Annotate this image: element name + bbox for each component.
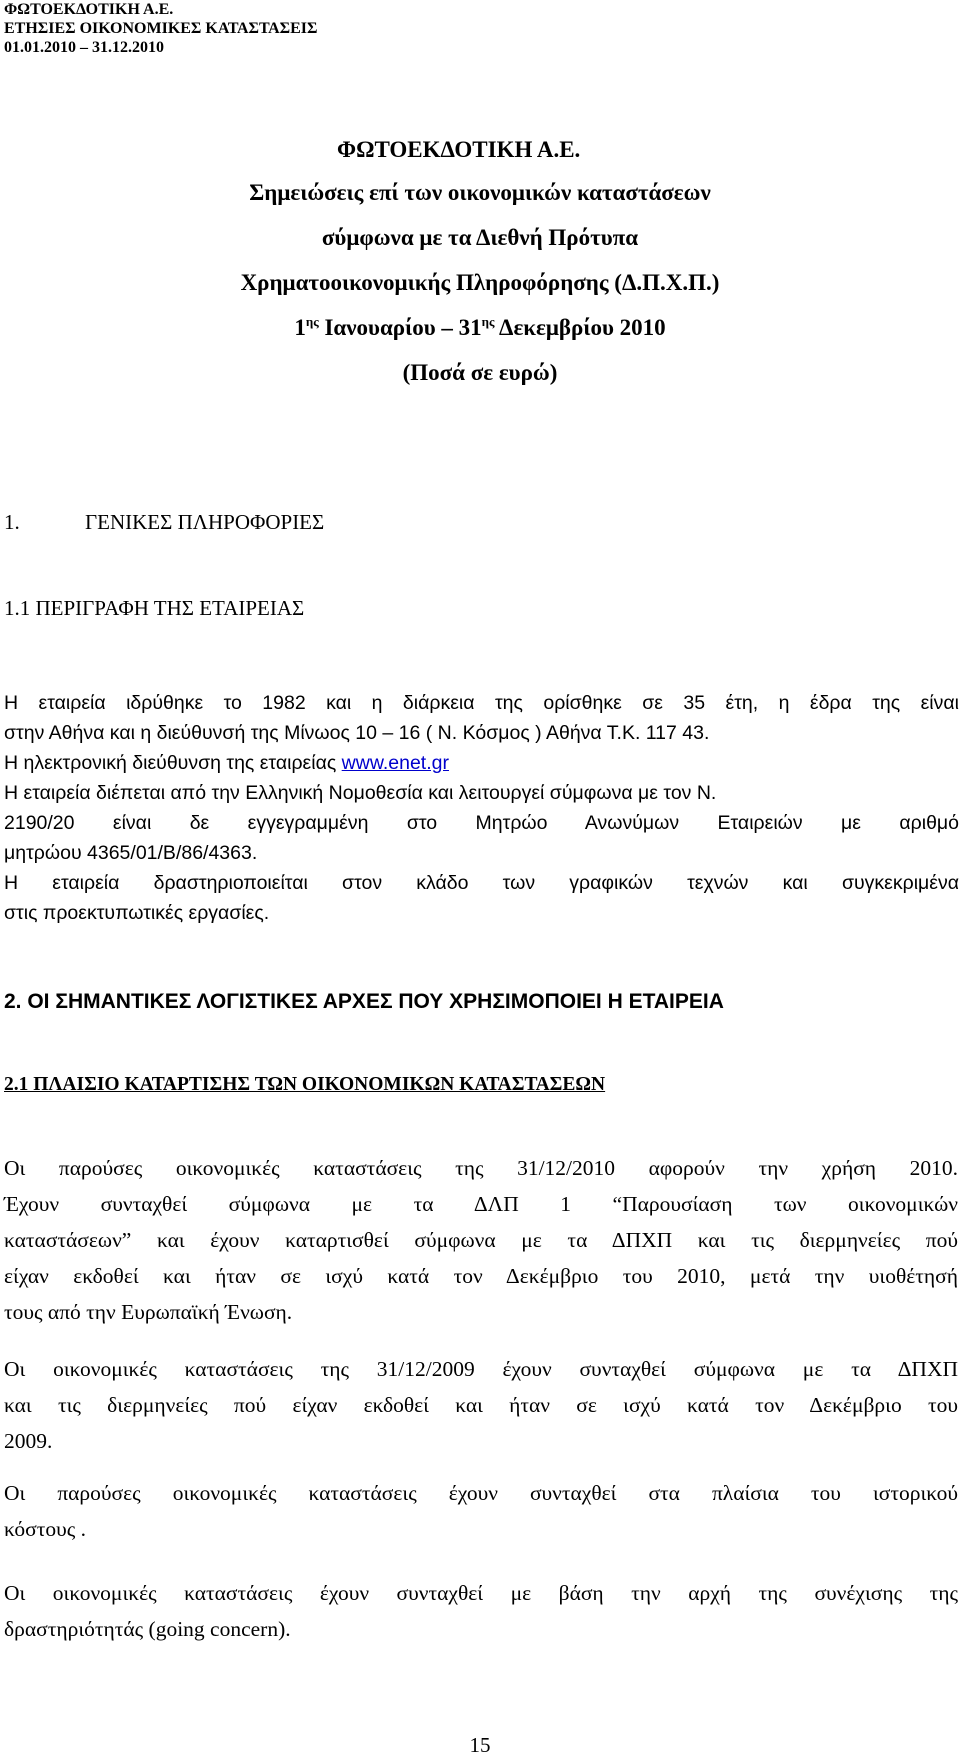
paragraph-line: στις προεκτυπωτικές εργασίες.	[4, 902, 270, 924]
paragraph-line: στην Αθήνα και η διεύθυνσή της Μίνωος 10 – 16 ( Ν. Κόσμος ) Αθήνα Τ.Κ. 117 43.	[4, 722, 710, 744]
title-line-4	[0, 304, 960, 352]
paragraph-line: δραστηριότητάς (going concern).	[4, 1617, 291, 1641]
paragraph-line: τους από την Ευρωπαϊκή Ένωση.	[4, 1300, 293, 1324]
paragraph-line: Η εταιρεία διέπεται από την Ελληνική Νομοθεσία και λειτουργεί σύμφωνα με τον Ν.	[4, 782, 717, 804]
running-header	[4, 0, 317, 57]
framework-paragraph-1	[4, 1150, 958, 1330]
title-line-2: σύμφωνα με τα Διεθνή Πρότυπα	[321, 225, 639, 250]
paragraph-line: και τις διερμηνείες πού είχαν εκδοθεί και ήταν σε ισχύ κατά τον Δεκέμβριο του	[4, 1393, 958, 1417]
company-website-link[interactable]: www.enet.gr	[341, 752, 449, 774]
section-2-heading: 2. ΟΙ ΣΗΜΑΝΤΙΚΕΣ ΛΟΓΙΣΤΙΚΕΣ ΑΡΧΕΣ ΠΟΥ ΧΡΗΣΙΜΟΠΟΙΕΙ Η ΕΤΑΙΡΕΙΑ	[4, 990, 724, 1013]
paragraph-line: 2190/20 είναι δε εγγεγραμμένη στο Μητρώο Ανωνύμων Εταιρειών με αριθμό	[4, 812, 959, 834]
company-description-paragraph	[4, 688, 959, 928]
header-company: ΦΩΤΟΕΚΔΟΤΙΚΗ Α.Ε.	[4, 1, 174, 18]
section-1-title: ΓΕΝΙΚΕΣ ΠΛΗΡΟΦΟΡΙΕΣ	[85, 510, 325, 534]
title-line-3: Χρηματοοικονομικής Πληροφόρησης (Δ.Π.Χ.Π.)	[240, 270, 720, 295]
title-line-4-c: Δεκεμβρίου 2010	[494, 315, 666, 340]
paragraph-line: Οι οικονομικές καταστάσεις της 31/12/2009 έχουν συνταχθεί σύμφωνα με τα ΔΠΧΠ	[4, 1357, 958, 1381]
superscript-2: ης	[481, 314, 495, 329]
framework-paragraph-2	[4, 1351, 958, 1459]
title-company: ΦΩΤΟΕΚΔΟΤΙΚΗ Α.Ε.	[337, 137, 581, 162]
paragraph-line: Οι οικονομικές καταστάσεις έχουν συνταχθεί με βάση την αρχή της συνέχισης της	[4, 1581, 958, 1605]
header-period: 01.01.2010 – 31.12.2010	[4, 39, 164, 56]
title-line-5: (Ποσά σε ευρώ)	[402, 360, 558, 385]
paragraph-line	[4, 748, 959, 778]
paragraph-line: Οι παρούσες οικονομικές καταστάσεις έχουν συνταχθεί στα πλαίσια του ιστορικού	[4, 1481, 958, 1505]
paragraph-line: Η εταιρεία δραστηριοποιείται στον κλάδο των γραφικών τεχνών και συγκεκριμένα	[4, 872, 959, 894]
paragraph-line: μητρώου 4365/01/Β/86/4363.	[4, 842, 258, 864]
header-statements: ΕΤΗΣΙΕΣ ΟΙΚΟΝΟΜΙΚΕΣ ΚΑΤΑΣΤΑΣΕΙΣ	[4, 20, 318, 37]
section-2-1-heading: 2.1 ΠΛΑΙΣΙΟ ΚΑΤΑΡΤΙΣΗΣ ΤΩΝ ΟΙΚΟΝΟΜΙΚΩΝ ΚΑΤΑΣΤΑΣΕΩΝ	[4, 1074, 606, 1095]
paragraph-line: Έχουν συνταχθεί σύμφωνα με τα ΔΛΠ 1 “Παρουσίαση των οικονομικών	[4, 1192, 958, 1216]
paragraph-text: Η ηλεκτρονική διεύθυνση της εταιρείας	[4, 752, 342, 774]
paragraph-line: Η εταιρεία ιδρύθηκε το 1982 και η διάρκεια της ορίσθηκε σε 35 έτη, η έδρα της είναι	[4, 692, 959, 714]
paragraph-line: Οι παρούσες οικονομικές καταστάσεις της 31/12/2010 αφορούν την χρήση 2010.	[4, 1156, 958, 1180]
paragraph-line: κόστους .	[4, 1517, 87, 1541]
title-line-1: Σημειώσεις επί των οικονομικών καταστάσεων	[249, 180, 711, 205]
title-line-4-b: Ιανουαρίου – 31	[318, 315, 482, 340]
framework-paragraph-3	[4, 1475, 958, 1547]
paragraph-line: καταστάσεων” και έχουν καταρτισθεί σύμφωνα με τα ΔΠΧΠ και τις διερμηνείες πού	[4, 1228, 958, 1252]
section-1-heading	[4, 510, 325, 535]
title-line-4-a: 1	[294, 315, 306, 340]
paragraph-line: 2009.	[4, 1429, 53, 1453]
framework-paragraph-4	[4, 1575, 958, 1647]
section-1-1-heading: 1.1 ΠΕΡΙΓΡΑΦΗ ΤΗΣ ΕΤΑΙΡΕΙΑΣ	[4, 596, 305, 620]
page-number: 15	[469, 1733, 491, 1757]
section-1-number: 1.	[4, 510, 20, 534]
paragraph-line: είχαν εκδοθεί και ήταν σε ισχύ κατά τον Δεκέμβριο του 2010, μετά την υιοθέτησή	[4, 1264, 958, 1288]
superscript-1: ης	[305, 314, 319, 329]
